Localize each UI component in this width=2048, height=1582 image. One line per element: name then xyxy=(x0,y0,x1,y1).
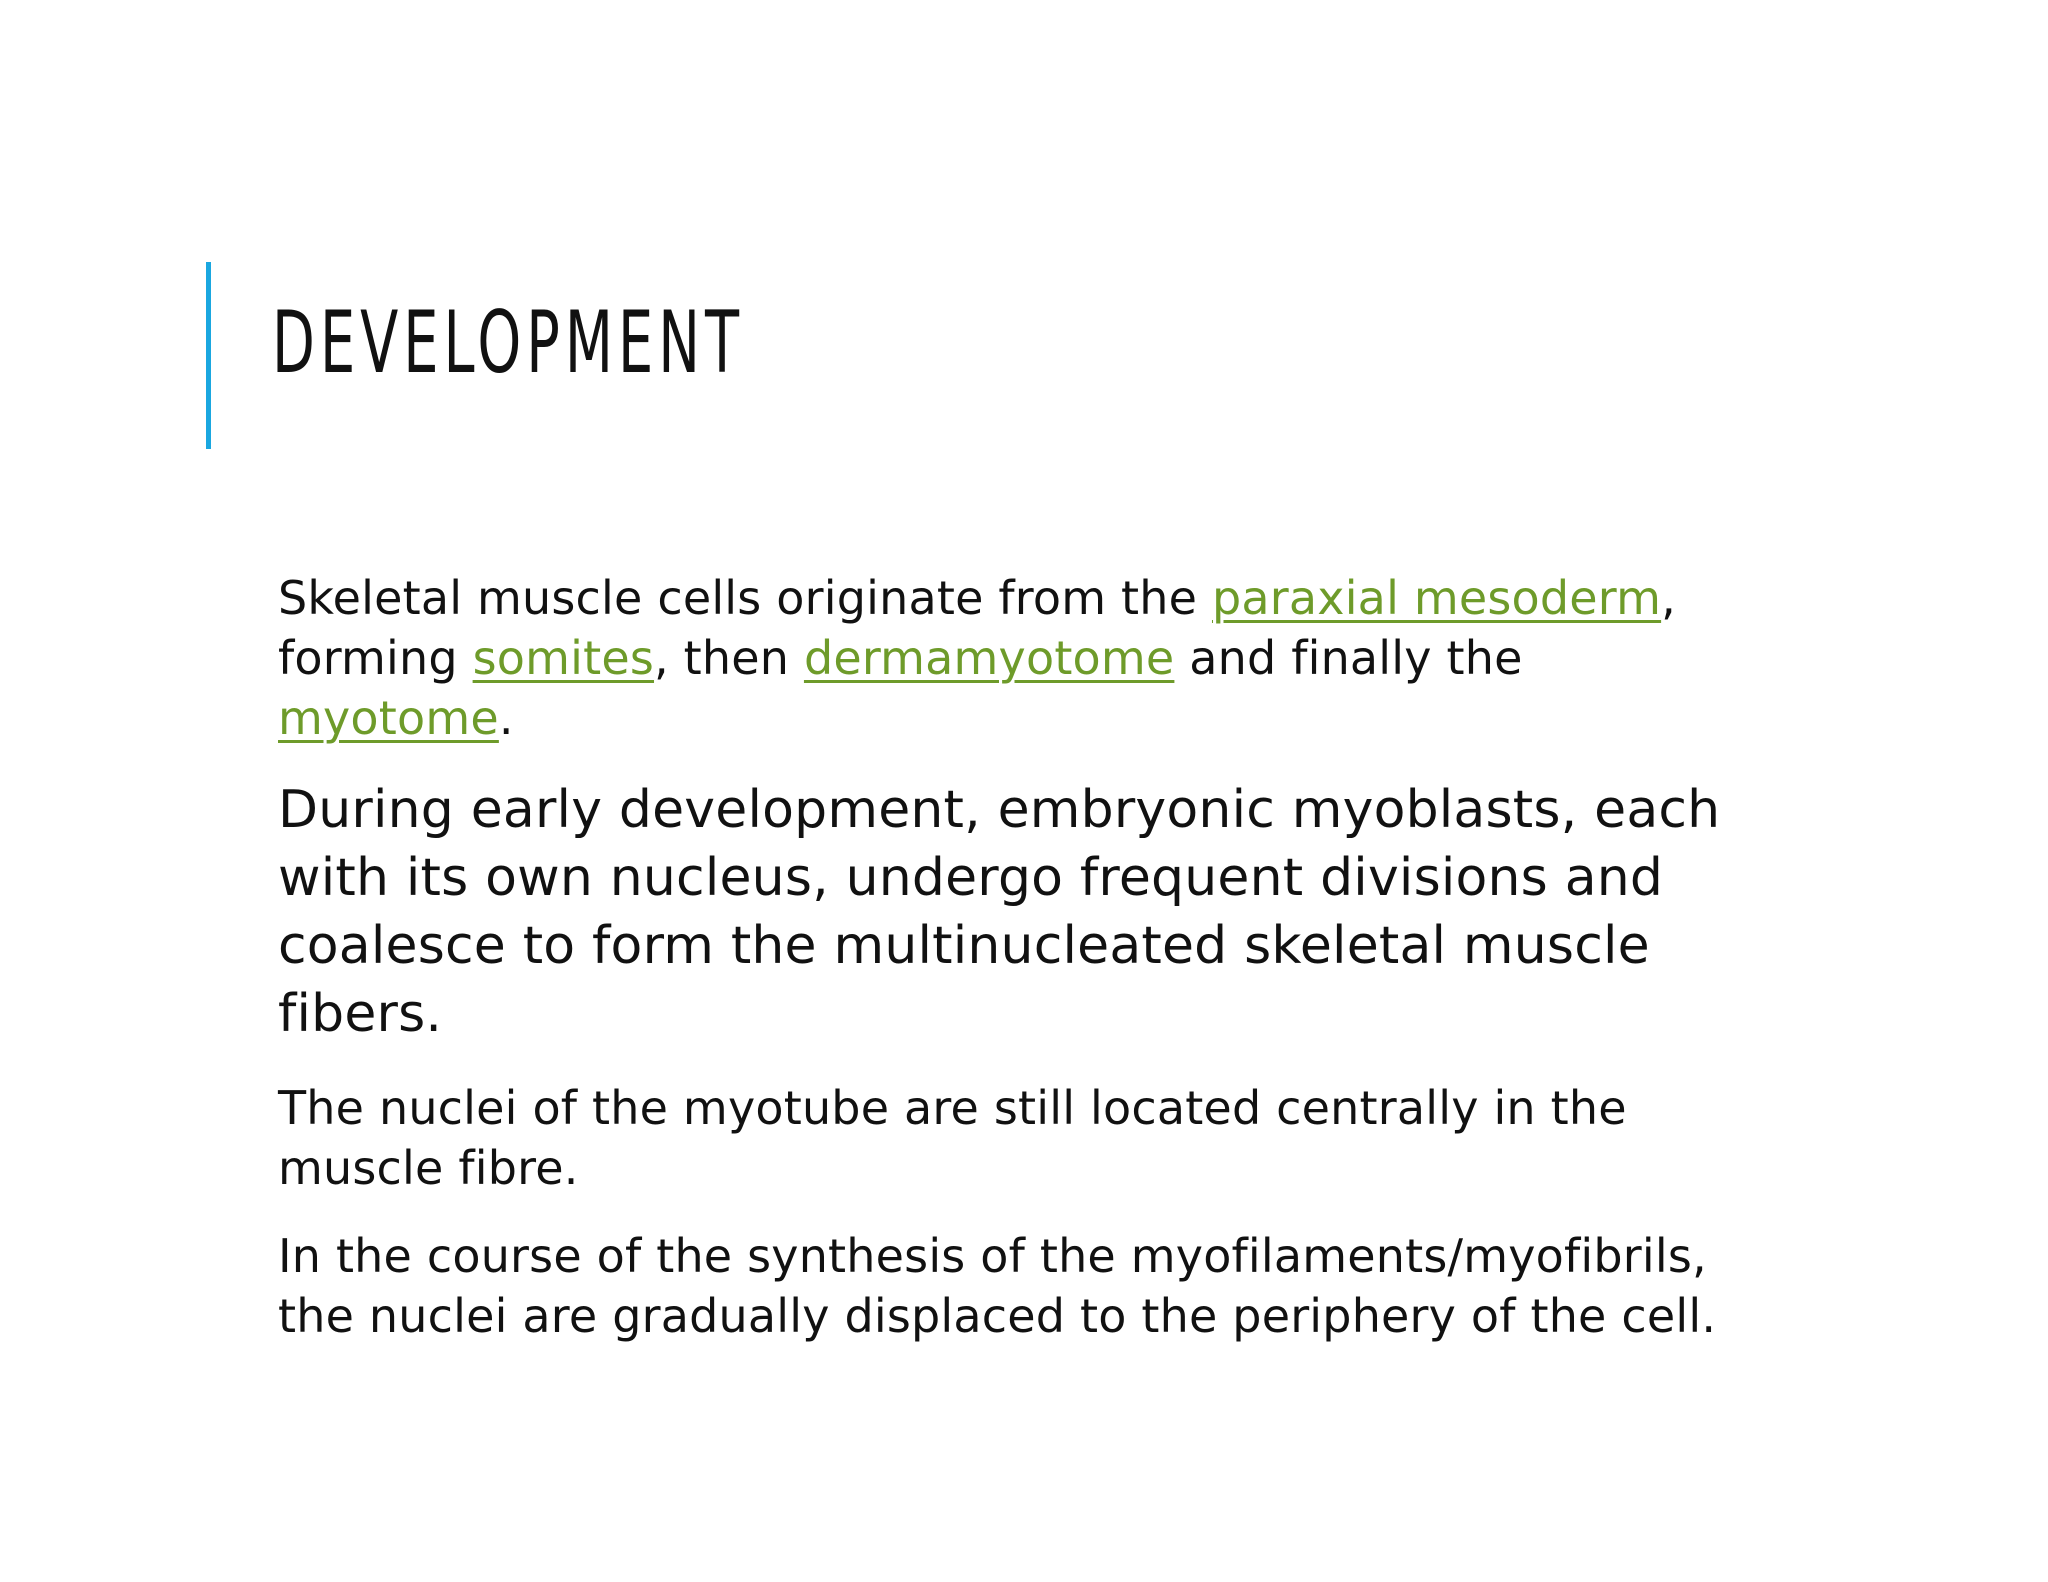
paragraph-nuclei-displacement: In the course of the synthesis of the myofilaments/myofibrils, the nuclei are gradually displaced to the periphery of the cell. xyxy=(278,1229,1717,1343)
paragraph-origin xyxy=(278,568,1758,748)
title-accent-bar xyxy=(206,262,211,449)
link-paraxial-mesoderm[interactable]: paraxial mesoderm xyxy=(1211,571,1662,625)
paragraph-myoblasts: During early development, embryonic myoblasts, each with its own nucleus, undergo frequent divisions and coalesce to form the multinucleated skeletal muscle fibers. xyxy=(278,780,1721,1044)
slide-title: DEVELOPMENT xyxy=(272,293,745,393)
paragraph-text: . xyxy=(498,691,514,745)
paragraph-text: , then xyxy=(654,631,804,685)
paragraph-text: , xyxy=(1661,571,1676,625)
link-dermamyotome[interactable]: dermamyotome xyxy=(803,631,1175,685)
paragraph-text: Skeletal muscle cells originate from the xyxy=(278,571,1212,625)
paragraph-text: forming xyxy=(278,631,473,685)
paragraph-text: and finally the xyxy=(1174,631,1523,685)
slide-body xyxy=(278,568,1758,1374)
link-myotome[interactable]: myotome xyxy=(278,691,499,745)
paragraph-myotube-nuclei: The nuclei of the myotube are still located centrally in the muscle fibre. xyxy=(278,1081,1627,1195)
link-somites[interactable]: somites xyxy=(472,631,655,685)
